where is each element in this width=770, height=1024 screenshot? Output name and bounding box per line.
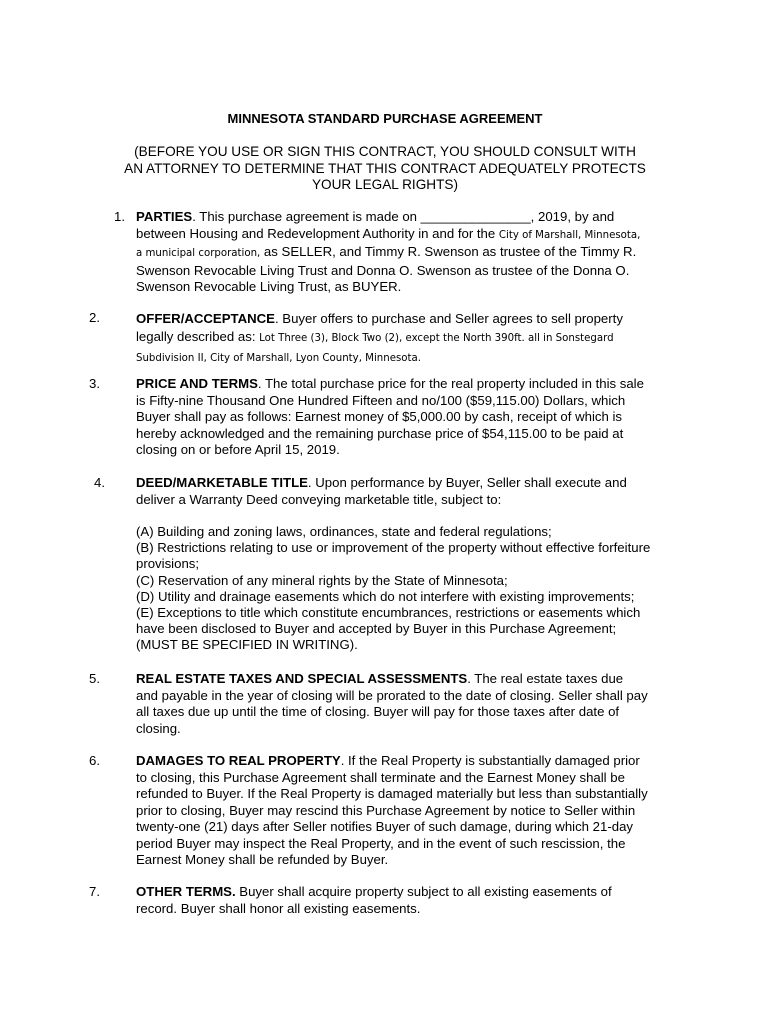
section-line: refunded to Buyer. If the Real Property is damaged materially but less than substantially — [136, 786, 648, 801]
list-item: (B) Restrictions relating to use or improvement of the property without effective forfeiture — [136, 540, 651, 556]
section-line: period Buyer may inspect the Real Property, and in the event of such rescission, the — [136, 835, 626, 851]
section-line: deliver a Warranty Deed conveying marketable title, subject to: — [136, 491, 502, 507]
section-line: DAMAGES TO REAL PROPERTY. If the Real Property is substantially damaged prior — [136, 753, 640, 768]
section-line: between Housing and Redevelopment Authority in and for the City of Marshall, Minnesota, — [136, 225, 641, 241]
section-heading: REAL ESTATE TAXES AND SPECIAL ASSESSMENTS — [136, 671, 468, 686]
list-item: (E) Exceptions to title which constitute encumbrances, restrictions or easements which — [136, 605, 641, 621]
section-line: is Fifty-nine Thousand One Hundred Fifteen and no/100 ($59,115.00) Dollars, which — [136, 392, 626, 408]
section-line: Swenson Revocable Living Trust and Donna O. Swenson as trustee of the Donna O. — [136, 262, 630, 278]
section-heading: DEED/MARKETABLE TITLE — [136, 475, 308, 490]
section-line: record. Buyer shall honor all existing easements. — [136, 900, 421, 916]
list-item: have been disclosed to Buyer and accepted by Buyer in this Purchase Agreement; — [136, 621, 617, 637]
section-line: closing. — [136, 720, 181, 736]
section-number: 6. — [89, 753, 100, 768]
warning-line-2: AN ATTORNEY TO DETERMINE THAT THIS CONTRACT ADEQUATELY PROTECTS — [124, 160, 646, 176]
section-line: PARTIES. This purchase agreement is made on _______________, 2019, by and — [136, 209, 615, 224]
section-line: PRICE AND TERMS. The total purchase price for the real property included in this sale — [136, 376, 644, 391]
section-line: twenty-one (21) days after Seller notifies Buyer of such damage, during which 21-day — [136, 819, 633, 834]
title-exceptions-list — [136, 524, 684, 654]
section-line: Earnest Money shall be refunded by Buyer. — [136, 852, 389, 867]
section-heading: OFFER/ACCEPTANCE — [136, 311, 275, 326]
section-line: REAL ESTATE TAXES AND SPECIAL ASSESSMENTS. The real estate taxes due — [136, 671, 624, 686]
section-body — [136, 884, 684, 917]
list-item: (C) Reservation of any mineral rights by the State of Minnesota; — [136, 572, 508, 588]
section-number: 5. — [89, 671, 100, 686]
section-body — [136, 475, 684, 508]
section-line: OTHER TERMS. Buyer shall acquire property subject to all existing easements of — [136, 884, 612, 899]
section-body — [136, 753, 684, 869]
section-number: 4. — [94, 475, 105, 490]
section-number: 3. — [89, 376, 100, 391]
section-body — [136, 310, 684, 368]
section-line: to closing, this Purchase Agreement shall terminate and the Earnest Money shall be — [136, 769, 625, 785]
list-item: (MUST BE SPECIFIED IN WRITING). — [136, 637, 358, 653]
section-line: a municipal corporation, as SELLER, and Timmy R. Swenson as trustee of the Timmy R. — [136, 244, 637, 259]
section-body — [136, 376, 684, 459]
section-heading: PRICE AND TERMS — [136, 376, 258, 391]
warning-line-1: (BEFORE YOU USE OR SIGN THIS CONTRACT, YOU SHOULD CONSULT WITH — [134, 144, 636, 159]
section-body — [136, 209, 684, 296]
section-heading: DAMAGES TO REAL PROPERTY — [136, 753, 341, 768]
list-item: provisions; — [136, 556, 200, 572]
section-line: and payable in the year of closing will be prorated to the date of closing. Seller shall pay — [136, 687, 648, 703]
section-number: 1. — [114, 209, 125, 224]
section-line: OFFER/ACCEPTANCE. Buyer offers to purchase and Seller agrees to sell property — [136, 311, 623, 326]
section-line: hereby acknowledged and the remaining purchase price of $54,115.00 to be paid at — [136, 425, 624, 441]
warning-line-3: YOUR LEGAL RIGHTS) — [311, 177, 459, 192]
section-heading: PARTIES — [136, 209, 193, 224]
list-item: (D) Utility and drainage easements which do not interfere with existing improvements; — [136, 588, 635, 604]
document-title: MINNESOTA STANDARD PURCHASE AGREEMENT — [227, 111, 543, 126]
section-line: closing on or before April 15, 2019. — [136, 442, 340, 457]
section-line: prior to closing, Buyer may rescind this Purchase Agreement by notice to Seller within — [136, 802, 636, 818]
section-line: Swenson Revocable Living Trust, as BUYER. — [136, 279, 402, 294]
section-line: Subdivision II, City of Marshall, Lyon County, Minnesota. — [136, 353, 422, 364]
section-line: Buyer shall pay as follows: Earnest money of $5,000.00 by cash, receipt of which is — [136, 409, 622, 424]
section-line: all taxes due up until the time of closing. Buyer will pay for those taxes after date of — [136, 704, 620, 719]
section-line: legally described as: Lot Three (3), Block Two (2), except the North 390ft. all in Sonstegard — [136, 329, 614, 344]
section-heading: OTHER TERMS. — [136, 884, 236, 899]
list-item: (A) Building and zoning laws, ordinances, state and federal regulations; — [136, 524, 552, 539]
section-body — [136, 671, 684, 737]
section-number: 2. — [89, 310, 100, 325]
section-number: 7. — [89, 884, 100, 899]
section-line: DEED/MARKETABLE TITLE. Upon performance by Buyer, Seller shall execute and — [136, 475, 627, 490]
attorney-warning — [100, 144, 670, 194]
